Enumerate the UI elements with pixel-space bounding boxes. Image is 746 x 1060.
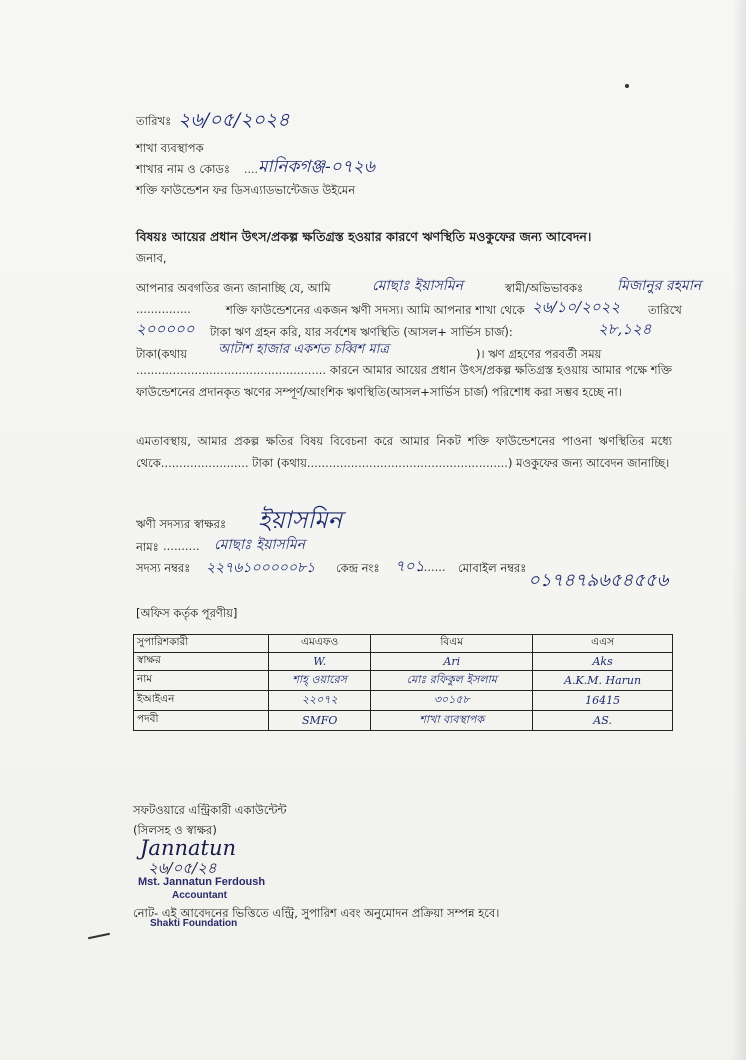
office-row-label: পদবী	[134, 711, 269, 731]
guardian-hw: মিজানুর রহমান	[617, 278, 702, 294]
accountant-sign-date-hw: ২৬/০৫/২৪	[148, 859, 217, 877]
ink-dot	[625, 84, 629, 88]
office-cell: SMFO	[269, 711, 371, 731]
outstanding-words-hw: আটাশ হাজার একশত চব্বিশ মাত্র	[218, 342, 389, 357]
seal-title: Accountant	[172, 890, 227, 901]
p1-text-a: আপনার অবগতির জন্য জানাচ্ছি যে, আমি	[136, 281, 331, 295]
office-cell: W.	[269, 653, 371, 671]
office-row-label: স্বাক্ষর	[134, 653, 269, 671]
note-line: নোট- এই আবেদনের ভিত্তিতে এন্ট্রি, সুপারিশ এবং অনুমোদন প্রক্রিয়া সম্পন্ন হবে।	[133, 906, 500, 920]
office-row-label: ইআইএন	[134, 691, 269, 711]
subject-line: বিষয়ঃ আয়ের প্রধান উৎস/প্রকল্প ক্ষতিগ্রস্ত হওয়ার কারণে ঋণস্থিতি মওকুফের জন্য আবেদন।	[136, 229, 592, 244]
office-label: [অফিস কর্তৃক পূরণীয়]	[136, 606, 238, 620]
loan-amount-hw: ২০০০০০	[136, 320, 195, 338]
branch-label: শাখার নাম ও কোডঃ	[136, 162, 231, 176]
seal-name: Mst. Jannatun Ferdoush	[138, 876, 266, 888]
member-number-hw: ২২৭৬১০০০০০৮১	[206, 560, 316, 576]
office-cell: শাখা ব্যবস্থাপক	[371, 711, 533, 731]
ink-dash	[88, 933, 110, 940]
outstanding-hw: ২৮,১২৪	[598, 320, 652, 338]
p1-dots-2: ....................................................	[136, 363, 330, 377]
branch-value: মানিকগঞ্জ-০৭২৬	[258, 157, 375, 177]
accountant-line1: সফটওয়ারে এন্ট্রিকারী একাউন্টেন্ট	[133, 803, 287, 817]
office-cell: ৩০১৫৮	[371, 691, 533, 711]
office-header-mfo: এমএফও	[269, 635, 371, 653]
mobile-hw: ০১৭৪৭৯৬৫৪৫৫৬	[528, 570, 669, 591]
office-cell: Ari	[371, 653, 533, 671]
p2-text-c: ) মওকুফের জন্য আবেদন জানাচ্ছি।	[507, 456, 670, 470]
p1-text-d: তারিখে	[648, 303, 682, 317]
accountant-line2: (সিলসহ ও স্বাক্ষর)	[133, 823, 217, 837]
office-row-label: নাম	[134, 671, 269, 691]
mobile-label: মোবাইল নম্বরঃ	[458, 561, 527, 575]
member-number-label: সদস্য নম্বরঃ	[136, 561, 191, 575]
p1-text-f: টাকা(কথায়	[136, 347, 188, 361]
office-cell: ২২০৭২	[269, 691, 371, 711]
center-label: কেন্দ্র নংঃ	[336, 561, 380, 575]
p1-text-c: শক্তি ফাউন্ডেশনের একজন ঋণী সদস্য। আমি আপনার শাখা থেকে	[226, 303, 525, 317]
office-cell: AS.	[533, 711, 673, 731]
member-name-dots: ..........	[163, 539, 200, 553]
p1-text-g: )। ঋণ গ্রহণের পরবর্তী সময়	[476, 347, 602, 361]
office-table-header-row	[134, 635, 673, 653]
member-name-value-hw: মোছাঃ ইয়াসমিন	[214, 537, 305, 553]
office-header-bm: বিএম	[371, 635, 533, 653]
office-table	[133, 634, 673, 731]
salutation: জনাব,	[136, 251, 167, 265]
p2-wrap	[136, 430, 672, 474]
member-name-label: নামঃ	[136, 540, 159, 554]
date-value: ২৬/০৫/২০২৪	[178, 109, 290, 131]
seal-org: Shakti Foundation	[150, 918, 238, 929]
center-dots: .......	[420, 560, 446, 574]
member-name-hw: মোছাঃ ইয়াসমিন	[372, 278, 463, 294]
date-label: তারিখঃ	[136, 114, 172, 128]
page-edge-shadow	[732, 0, 746, 1060]
office-row-ein	[134, 691, 673, 711]
office-cell: A.K.M. Harun	[533, 671, 673, 691]
p1-text-b: স্বামী/অভিভাবকঃ	[505, 281, 584, 295]
loan-date-hw: ২৬/১০/২০২২	[532, 298, 621, 316]
p2-text-b: টাকা (কথায়	[252, 456, 307, 470]
office-row-signature	[134, 653, 673, 671]
center-hw: ৭০১	[395, 557, 425, 575]
member-signature-hw: ইয়াসমিন	[258, 506, 342, 534]
member-signature-label: ঋণী সদস্যর স্বাক্ষরঃ	[136, 517, 227, 531]
p2-dots-2: .......................................................	[306, 456, 508, 470]
office-cell: Aks	[533, 653, 673, 671]
office-cell: মোঃ রফিকুল ইসলাম	[371, 671, 533, 691]
p1-text-h: কারনে আমার আয়ের প্রধান উৎস/প্রকল্প ক্ষতিগ্রস্ত হওয়ায় আমার পক্ষে শক্তি ফাউন্ডেশনের প্রদানকৃত ঋণের সম্পূর্ণ/আংশিক ঋণস্থিতি(আসল+সার্ভিস চার্জ) পরিশোধ করা সম্ভব হচ্ছে না।	[136, 363, 672, 399]
branch-dots: ....	[244, 163, 258, 176]
p1-dots-1: ...............	[136, 302, 191, 316]
office-header-recommender: সুপারিশকারী	[134, 635, 269, 653]
p1-text-e: টাকা ঋণ গ্রহন করি, যার সর্বশেষ ঋণস্থিতি (আসল+ সার্ভিস চার্জ):	[210, 325, 513, 339]
p2-dots-1: ........................	[160, 456, 249, 470]
manager-line: শাখা ব্যবস্থাপক	[136, 141, 204, 155]
org-line: শক্তি ফাউন্ডেশন ফর ডিসএ্যাডভান্টেজড উইমেন	[136, 183, 356, 197]
p2-text-a: এমতাবস্থায়, আমার প্রকল্প ক্ষতির বিষয় বিবেচনা করে আমার নিকট শক্তি ফাউন্ডেশনের পাওনা ঋণস্থিতির মধ্যে থেকে	[136, 434, 672, 470]
office-cell: 16415	[533, 691, 673, 711]
office-cell: শাহ্ ওয়ারেস	[269, 671, 371, 691]
office-row-name	[134, 671, 673, 691]
office-row-designation	[134, 711, 673, 731]
accountant-signature-hw: Jannatun	[140, 836, 236, 860]
office-header-as: এএস	[533, 635, 673, 653]
p1-text-h-wrap	[136, 359, 672, 403]
